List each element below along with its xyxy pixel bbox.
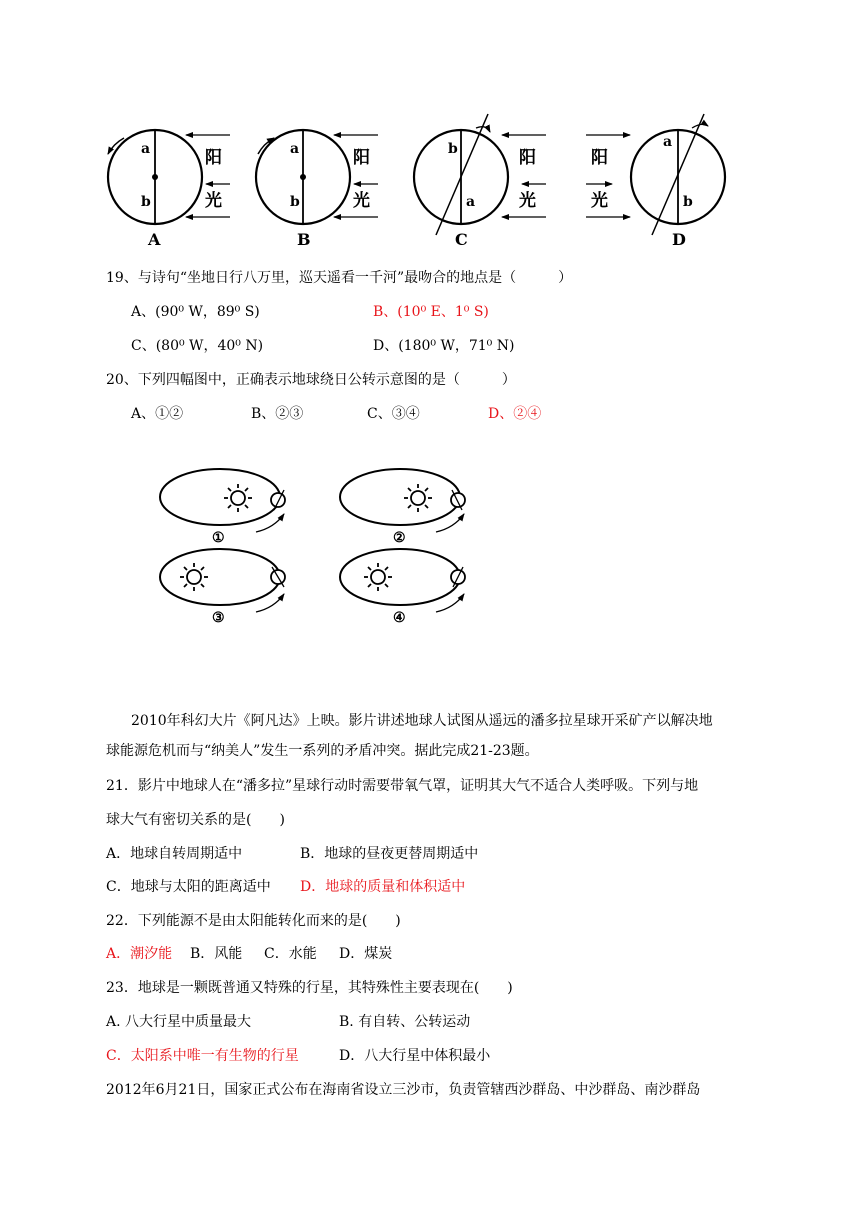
point-label-bottom: b [290, 194, 300, 210]
panel-d [586, 114, 725, 249]
sun-icon [180, 563, 208, 591]
orbit-label: ④ [393, 610, 406, 626]
point-label-top: a [290, 141, 300, 157]
q20-option-d: D、②④ [488, 406, 542, 422]
sunlight-label-1: 阳 [519, 148, 536, 168]
panel-caption: B [297, 230, 311, 249]
q21-option-c: C．地球与太阳的距离适中 [106, 879, 271, 895]
q22-option-b: B．风能 [190, 946, 243, 962]
orbit-label: ② [393, 530, 406, 546]
orbit-diagram-2 [340, 469, 465, 546]
sunlight-label-1: 阳 [205, 148, 222, 168]
point-label-bottom: b [683, 194, 693, 210]
q23-option-b: B. 有自转、公转运动 [339, 1014, 471, 1030]
orbit-diagram-4 [340, 549, 465, 626]
q19-option-a: A、(90⁰ W，89⁰ S) [131, 304, 260, 320]
panel-a [108, 130, 230, 249]
q20-option-b: B、②③ [251, 406, 304, 422]
panel-b [256, 130, 378, 249]
panel-caption: A [148, 230, 161, 249]
sun-icon [224, 484, 252, 512]
q23-stem: 23．地球是一颗既普通又特殊的行星，其特殊性主要表现在( ) [106, 980, 513, 996]
q22-stem: 22．下列能源不是由太阳能转化而来的是( ) [106, 913, 401, 929]
q20-option-a: A、①② [131, 406, 184, 422]
passage-sansha-line-1: 2012年6月21日，国家正式公布在海南省设立三沙市，负责管辖西沙群岛、中沙群岛、南沙群岛 [106, 1082, 701, 1098]
q23-option-a: A. 八大行星中质量最大 [106, 1014, 252, 1030]
q23-option-d: D．八大行星中体积最小 [339, 1048, 491, 1064]
q21-stem-line-2: 球大气有密切关系的是( ) [106, 812, 285, 828]
orbit-diagram-3 [160, 549, 285, 626]
rotation-figure [0, 110, 860, 260]
orbit-label: ① [212, 530, 225, 546]
q19-option-d: D、(180⁰ W，71⁰ N) [373, 338, 515, 354]
point-label-top: b [448, 141, 458, 157]
orbit-diagram-1 [160, 469, 285, 546]
point-label-top: a [663, 134, 673, 150]
orbit-label: ③ [212, 610, 225, 626]
q19-option-c: C、(80⁰ W，40⁰ N) [131, 338, 264, 354]
sunlight-label-1: 阳 [591, 148, 608, 168]
q22-option-d: D．煤炭 [339, 946, 393, 962]
q23-option-c: C．太阳系中唯一有生物的行星 [106, 1048, 299, 1064]
panel-caption: C [455, 230, 468, 249]
point-label-top: a [141, 141, 151, 157]
sunlight-label-1: 阳 [353, 148, 370, 168]
q22-option-a: A．潮汐能 [106, 946, 173, 962]
q20-stem: 20、下列四幅图中，正确表示地球绕日公转示意图的是（ ） [106, 372, 516, 388]
passage-avatar-line-2: 球能源危机而与“纳美人”发生一系列的矛盾冲突。据此完成21-23题。 [106, 743, 539, 759]
panel-c [414, 114, 546, 249]
sunlight-label-2: 光 [353, 191, 370, 211]
q21-option-b: B．地球的昼夜更替周期适中 [300, 846, 479, 862]
q19-stem: 19、与诗句“坐地日行八万里，巡天遥看一千河”最吻合的地点是（ ） [106, 270, 573, 286]
sunlight-label-2: 光 [205, 191, 222, 211]
sunlight-label-2: 光 [591, 191, 608, 211]
q22-option-c: C．水能 [264, 946, 317, 962]
sun-icon [404, 484, 432, 512]
q19-option-b: B、(10⁰ E、1⁰ S) [373, 304, 489, 320]
earth-icon [451, 493, 465, 507]
sun-icon [364, 563, 392, 591]
q21-option-a: A．地球自转周期适中 [106, 846, 243, 862]
q21-stem-line-1: 21．影片中地球人在“潘多拉”星球行动时需要带氧气罩，证明其大气不适合人类呼吸。下列与地 [106, 778, 699, 794]
passage-avatar-line-1: 2010年科幻大片《阿凡达》上映。影片讲述地球人试图从遥远的潘多拉星球开采矿产以解决地 [131, 713, 713, 729]
q20-option-c: C、③④ [367, 406, 420, 422]
orbit-figure [150, 462, 490, 632]
point-label-bottom: b [141, 194, 151, 210]
panel-caption: D [672, 230, 686, 249]
point-label-bottom: a [466, 194, 476, 210]
q21-option-d: D．地球的质量和体积适中 [300, 879, 466, 895]
earth-icon [271, 493, 285, 507]
sunlight-label-2: 光 [519, 191, 536, 211]
